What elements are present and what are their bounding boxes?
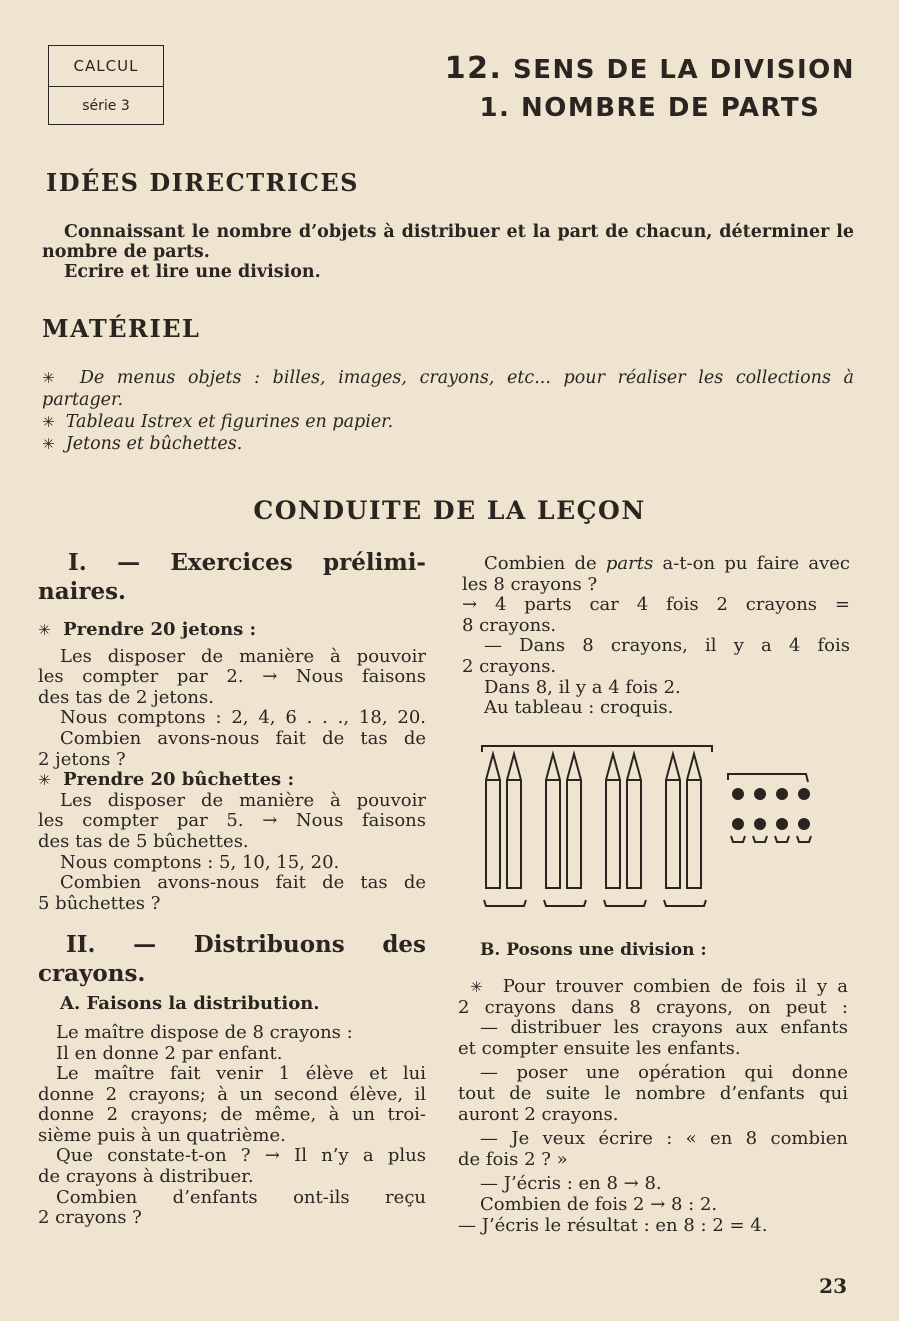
dot-bracket-small xyxy=(775,836,789,842)
pencil-icon xyxy=(687,754,701,888)
a-head: A. Faisons la distribution. xyxy=(60,993,320,1015)
a-line: 2 crayons ? xyxy=(38,1207,142,1229)
p1-line: des tas de 2 jetons. xyxy=(38,686,214,708)
dot-bracket-small xyxy=(731,836,745,842)
r-line1a: Combien de xyxy=(484,553,606,574)
section2-title-cont: crayons. xyxy=(38,960,146,988)
s1-word1: Exercices xyxy=(170,549,293,576)
b-line: — J’écris : en 8 → 8. xyxy=(480,1173,662,1195)
p2-head xyxy=(38,770,426,791)
a-line: Il en donne 2 par enfant. xyxy=(56,1042,283,1064)
r-line: 8 crayons. xyxy=(462,614,557,636)
pencil-icon xyxy=(666,754,680,888)
s1-num: I. xyxy=(68,549,87,576)
s2-word2: des xyxy=(382,931,427,959)
star-icon: ✳ xyxy=(38,621,51,639)
label-serie: série 3 xyxy=(82,98,130,114)
materiel-heading: MATÉRIEL xyxy=(42,314,201,343)
section1-title xyxy=(38,548,426,577)
materiel-item2: Tableau Istrex et figurines en papier. xyxy=(65,412,394,432)
pencil-group-bracket xyxy=(544,900,586,906)
dot-groups xyxy=(731,788,811,842)
dot-mark xyxy=(754,818,766,830)
pencil-groups xyxy=(484,754,706,906)
right-column xyxy=(462,554,850,719)
pencil-bracket xyxy=(482,746,712,752)
series-label-box xyxy=(48,45,164,125)
b-line: — poser une opération qui donne xyxy=(480,1062,848,1084)
p2-line: les compter par 5. → Nous faisons xyxy=(38,810,426,832)
p1-line: les compter par 2. → Nous faisons xyxy=(38,666,426,688)
idees-heading: IDÉES DIRECTRICES xyxy=(46,168,359,197)
r-line: — Dans 8 crayons, il y a 4 fois xyxy=(484,635,850,657)
star-icon: ✳ xyxy=(470,978,483,996)
a-line: Combien d’enfants ont-ils reçu xyxy=(56,1186,426,1208)
section1-title-cont: naires. xyxy=(38,578,127,605)
r-line: Au tableau : croquis. xyxy=(484,697,674,719)
idees-text xyxy=(42,222,854,282)
r-line1c: a-t-on pu faire avec xyxy=(653,553,850,574)
r-line: 2 crayons. xyxy=(462,655,557,677)
left-column xyxy=(38,548,426,1229)
dot-mark xyxy=(798,818,810,830)
p2-line: Les disposer de manière à pouvoir xyxy=(60,789,426,811)
p1-head-text: Prendre 20 jetons : xyxy=(63,619,257,640)
pencil-icon xyxy=(507,754,521,888)
a-line: de crayons à distribuer. xyxy=(38,1166,254,1188)
p2-line: des tas de 5 bûchettes. xyxy=(38,830,249,852)
idees-line1: Connaissant le nombre d’objets à distribuer et la part de chacun, déterminer le xyxy=(64,222,854,242)
pencil-icon xyxy=(567,754,581,888)
a-line: donne 2 crayons; à un second élève, il xyxy=(38,1083,426,1105)
r-line: → 4 parts car 4 fois 2 crayons = xyxy=(462,594,850,616)
pencil-dot-diagram xyxy=(470,738,850,918)
star-icon: ✳ xyxy=(42,413,55,431)
p2-line: Combien avons-nous fait de tas de xyxy=(60,872,426,894)
label-calcul: CALCUL xyxy=(49,46,163,87)
a-line: sième puis à un quatrième. xyxy=(38,1124,286,1146)
b-line: Combien de fois 2 → 8 : 2. xyxy=(480,1193,718,1215)
dot-mark xyxy=(776,818,788,830)
dot-bracket-small xyxy=(753,836,767,842)
page-title xyxy=(445,50,855,127)
b-line xyxy=(458,977,848,998)
materiel-list xyxy=(42,367,854,455)
title-number: 12. xyxy=(444,51,503,86)
materiel-item3: Jetons et bûchettes. xyxy=(65,434,243,454)
p2-line: 5 bûchettes ? xyxy=(38,892,161,914)
s1-word2: prélimi- xyxy=(323,549,426,576)
b-line: auront 2 crayons. xyxy=(458,1103,619,1125)
p2-line: Nous comptons : 5, 10, 15, 20. xyxy=(60,851,340,873)
b-line: — J’écris le résultat : en 8 : 2 = 4. xyxy=(458,1214,768,1236)
r-line: Dans 8, il y a 4 fois 2. xyxy=(484,676,681,698)
dot-bracket-small xyxy=(797,836,811,842)
pencil-icon xyxy=(486,754,500,888)
a-line: Le maître fait venir 1 élève et lui xyxy=(56,1063,426,1085)
pencil-group-bracket xyxy=(664,900,706,906)
idees-line3: Ecrire et lire une division. xyxy=(64,262,321,282)
s2-num: II. xyxy=(66,931,96,959)
s2-word1: Distribuons xyxy=(193,931,345,959)
a-line: Le maître dispose de 8 crayons : xyxy=(56,1021,353,1043)
a-line: Que constate-t-on ? → Il n’y a plus xyxy=(56,1145,426,1167)
a-line: donne 2 crayons; de même, à un troi- xyxy=(38,1104,426,1126)
b-section xyxy=(480,940,860,961)
b-line: — distribuer les crayons aux enfants xyxy=(480,1017,848,1039)
b-line: tout de suite le nombre d’enfants qui xyxy=(458,1082,848,1104)
dot-mark xyxy=(776,788,788,800)
star-icon: ✳ xyxy=(38,771,51,790)
conduite-heading: CONDUITE DE LA LEÇON xyxy=(253,496,646,525)
b-line: — Je veux écrire : « en 8 combien xyxy=(480,1128,848,1150)
dot-bracket xyxy=(728,774,808,782)
star-icon: ✳ xyxy=(42,435,55,453)
p1-line: Nous comptons : 2, 4, 6 . . ., 18, 20. xyxy=(60,707,426,729)
p1-line: Les disposer de manière à pouvoir xyxy=(60,645,426,667)
b-line1: Pour trouver combien de fois il y a xyxy=(502,976,848,997)
section2-title xyxy=(38,930,426,959)
pencil-icon xyxy=(627,754,641,888)
pencil-group-bracket xyxy=(484,900,526,906)
page-number: 23 xyxy=(819,1274,847,1298)
dot-mark xyxy=(732,788,744,800)
dot-mark xyxy=(754,788,766,800)
materiel-item1-cont: partager. xyxy=(42,390,124,410)
b-line: et compter ensuite les enfants. xyxy=(458,1037,741,1059)
p2-head-text: Prendre 20 bûchettes : xyxy=(63,769,295,791)
s1-dash: — xyxy=(117,549,141,576)
star-icon: ✳ xyxy=(42,369,55,387)
p1-head xyxy=(38,620,426,641)
b-text xyxy=(458,977,848,1236)
dot-mark xyxy=(798,788,810,800)
pencil-icon xyxy=(546,754,560,888)
title-line1: SENS DE LA DIVISION xyxy=(513,55,855,85)
r-line1b: parts xyxy=(605,553,654,574)
pencil-icon xyxy=(606,754,620,888)
dot-mark xyxy=(732,818,744,830)
pencil-group-bracket xyxy=(604,900,646,906)
r-line: les 8 crayons ? xyxy=(462,573,598,595)
s2-dash: — xyxy=(133,931,157,959)
idees-line2: nombre de parts. xyxy=(42,242,210,262)
p1-line: 2 jetons ? xyxy=(38,748,126,770)
p1-line: Combien avons-nous fait de tas de xyxy=(60,727,426,749)
b-head: B. Posons une division : xyxy=(480,940,707,960)
r-line1 xyxy=(462,554,850,575)
title-line2: 1. NOMBRE DE PARTS xyxy=(479,93,821,123)
b-line: de fois 2 ? » xyxy=(458,1148,568,1170)
materiel-item1: De menus objets : billes, images, crayons, etc... pour réaliser les collections à xyxy=(79,368,854,388)
b-line: 2 crayons dans 8 crayons, on peut : xyxy=(458,996,848,1018)
